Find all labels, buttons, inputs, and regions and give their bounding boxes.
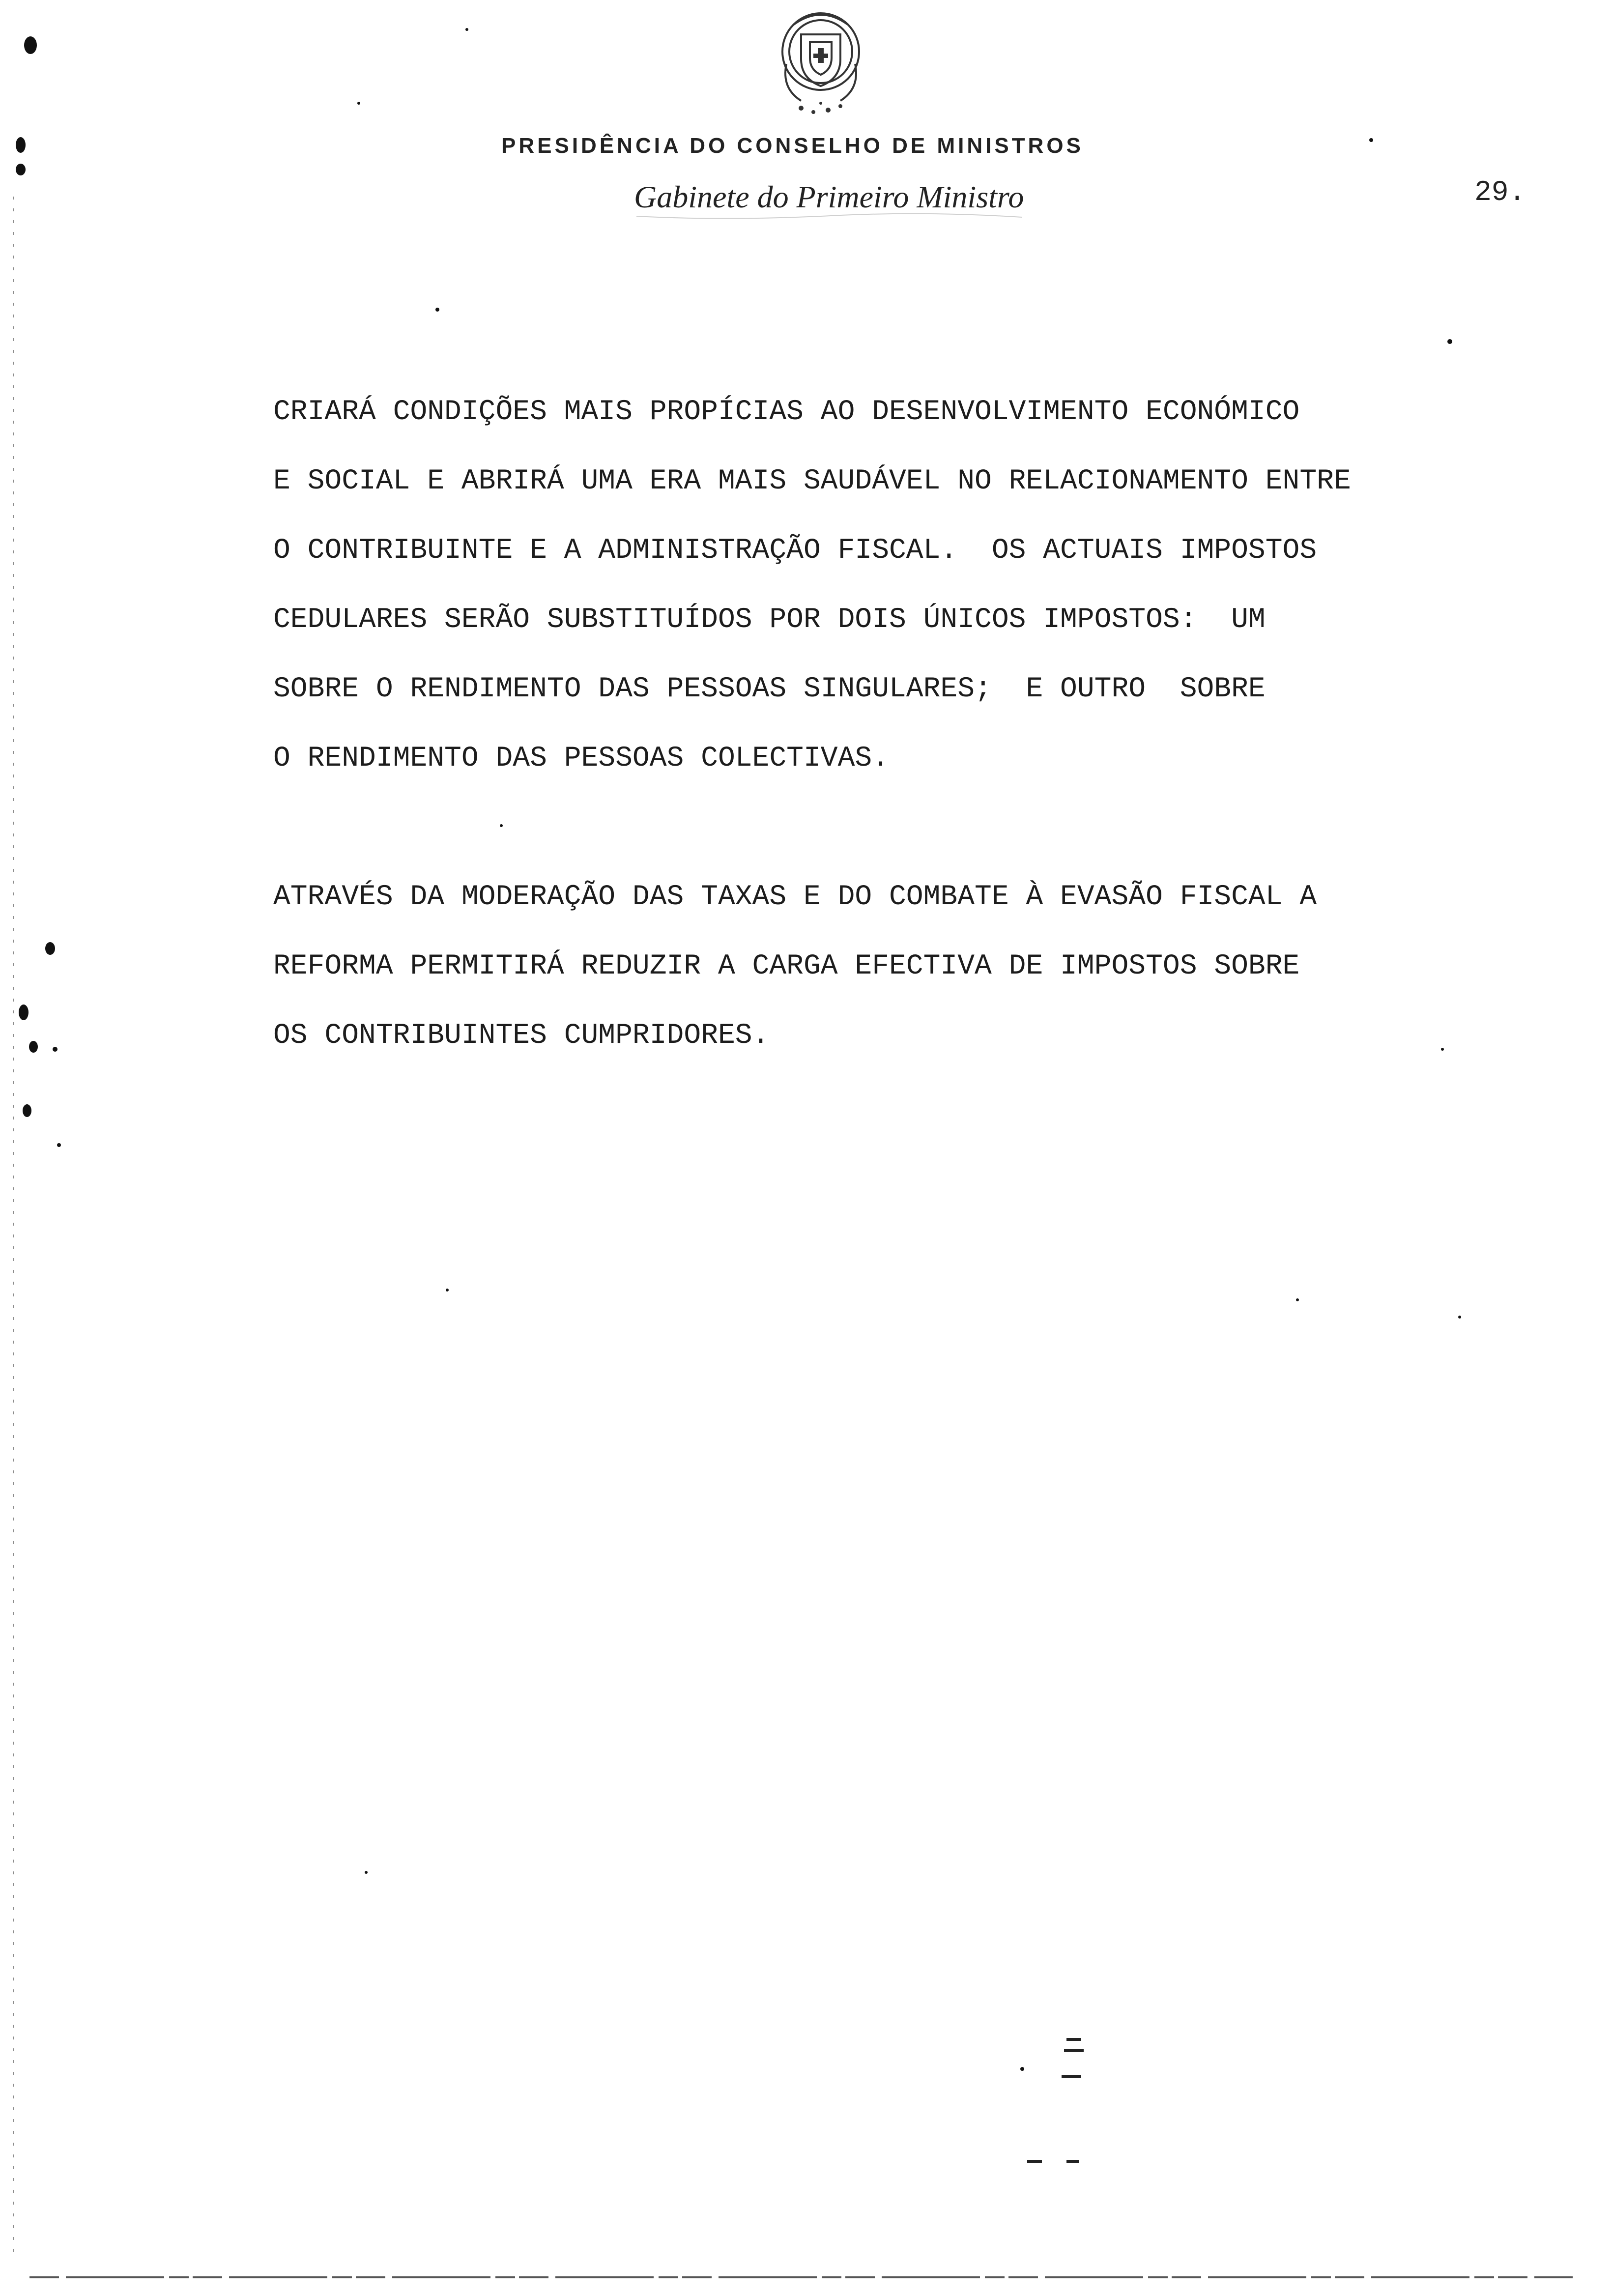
cabinet-script-text: Gabinete do Primeiro Ministro: [634, 179, 1024, 214]
page-number: 29.: [1474, 177, 1526, 209]
cabinet-script-heading: [634, 172, 1027, 231]
text-line: E SOCIAL E ABRIRÁ UMA ERA MAIS SAUDÁVEL NO RELACIONAMENTO ENTRE: [273, 465, 1351, 497]
text-line: REFORMA PERMITIRÁ REDUZIR A CARGA EFECTIVA DE IMPOSTOS SOBRE: [273, 950, 1300, 982]
text-line: O CONTRIBUINTE E A ADMINISTRAÇÃO FISCAL. OS ACTUAIS IMPOSTOS: [273, 535, 1317, 567]
body-text: [273, 377, 1571, 1070]
text-line: ATRAVÉS DA MODERAÇÃO DAS TAXAS E DO COMBATE À EVASÃO FISCAL A: [273, 881, 1317, 913]
text-line: O RENDIMENTO DAS PESSOAS COLECTIVAS.: [273, 743, 890, 775]
text-line: CRIARÁ CONDIÇÕES MAIS PROPÍCIAS AO DESENVOLVIMENTO ECONÓMICO: [273, 396, 1300, 428]
coat-of-arms-icon: [767, 5, 875, 118]
text-line: OS CONTRIBUINTES CUMPRIDORES.: [273, 1020, 770, 1052]
text-line: CEDULARES SERÃO SUBSTITUÍDOS POR DOIS ÚNICOS IMPOSTOS: UM: [273, 604, 1266, 636]
paragraph-2: [273, 862, 1571, 1070]
text-line: SOBRE O RENDIMENTO DAS PESSOAS SINGULARES; E OUTRO SOBRE: [273, 673, 1266, 705]
paragraph-1: [273, 377, 1571, 793]
institution-heading: PRESIDÊNCIA DO CONSELHO DE MINISTROS: [501, 134, 1084, 158]
